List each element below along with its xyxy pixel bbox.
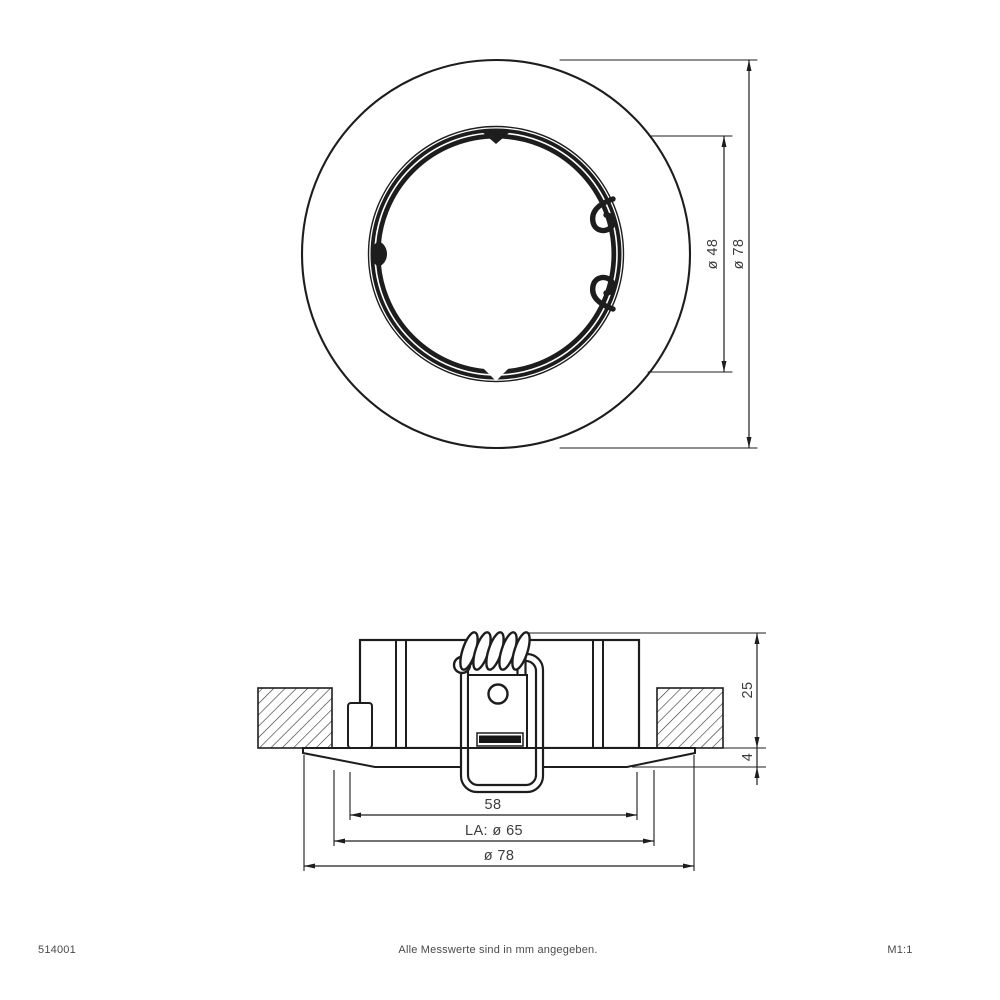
footer xyxy=(38,944,913,956)
footer-article-number: 514001 xyxy=(38,944,76,956)
dim-label-flange-thickness: 4 xyxy=(740,752,756,762)
dimension-housing-width xyxy=(350,797,637,818)
arrow-down-icon xyxy=(747,437,752,448)
trim-ring-outer-circle xyxy=(302,60,690,448)
arrow-left-icon xyxy=(304,864,315,869)
dimension-cutout-diameter xyxy=(334,823,654,844)
footer-note: Alle Messwerte sind in mm angegeben. xyxy=(398,944,598,956)
arrow-up-icon xyxy=(722,136,727,147)
dimension-outer-diameter-top xyxy=(731,60,752,448)
dim-label-housing-width: 58 xyxy=(484,797,502,813)
dimension-outer-diameter-section xyxy=(304,848,694,869)
arrow-down-icon xyxy=(755,737,760,748)
cable-clamp xyxy=(348,703,372,748)
arrow-up-icon xyxy=(755,633,760,644)
clip-plate-hole xyxy=(489,685,508,704)
clip-plate-slot-fill xyxy=(479,736,521,744)
ceiling-hatch-right xyxy=(657,688,723,748)
arrow-down-icon xyxy=(722,361,727,372)
torsion-spring-coil xyxy=(454,630,533,673)
arrow-left-icon xyxy=(350,813,361,818)
arrow-right-icon xyxy=(683,864,694,869)
arrow-left-icon xyxy=(334,839,345,844)
dim-label-outer-diameter-section: ø 78 xyxy=(483,848,515,864)
top-view-drawing xyxy=(302,60,757,448)
dim-label-cutout-diameter: LA: ø 65 xyxy=(464,823,524,839)
dim-label-outer-diameter-top: ø 78 xyxy=(731,238,747,270)
dim-label-recess-depth: 25 xyxy=(740,681,756,699)
arrow-right-icon xyxy=(643,839,654,844)
ceiling-hatch-left xyxy=(258,688,332,748)
section-view-drawing xyxy=(258,630,766,871)
footer-scale: M1:1 xyxy=(887,944,913,956)
arrow-right-icon xyxy=(626,813,637,818)
arrow-up-icon xyxy=(755,767,760,778)
arrow-up-icon xyxy=(747,60,752,71)
dim-label-inner-diameter: ø 48 xyxy=(705,238,721,270)
dimension-inner-diameter xyxy=(705,136,727,372)
